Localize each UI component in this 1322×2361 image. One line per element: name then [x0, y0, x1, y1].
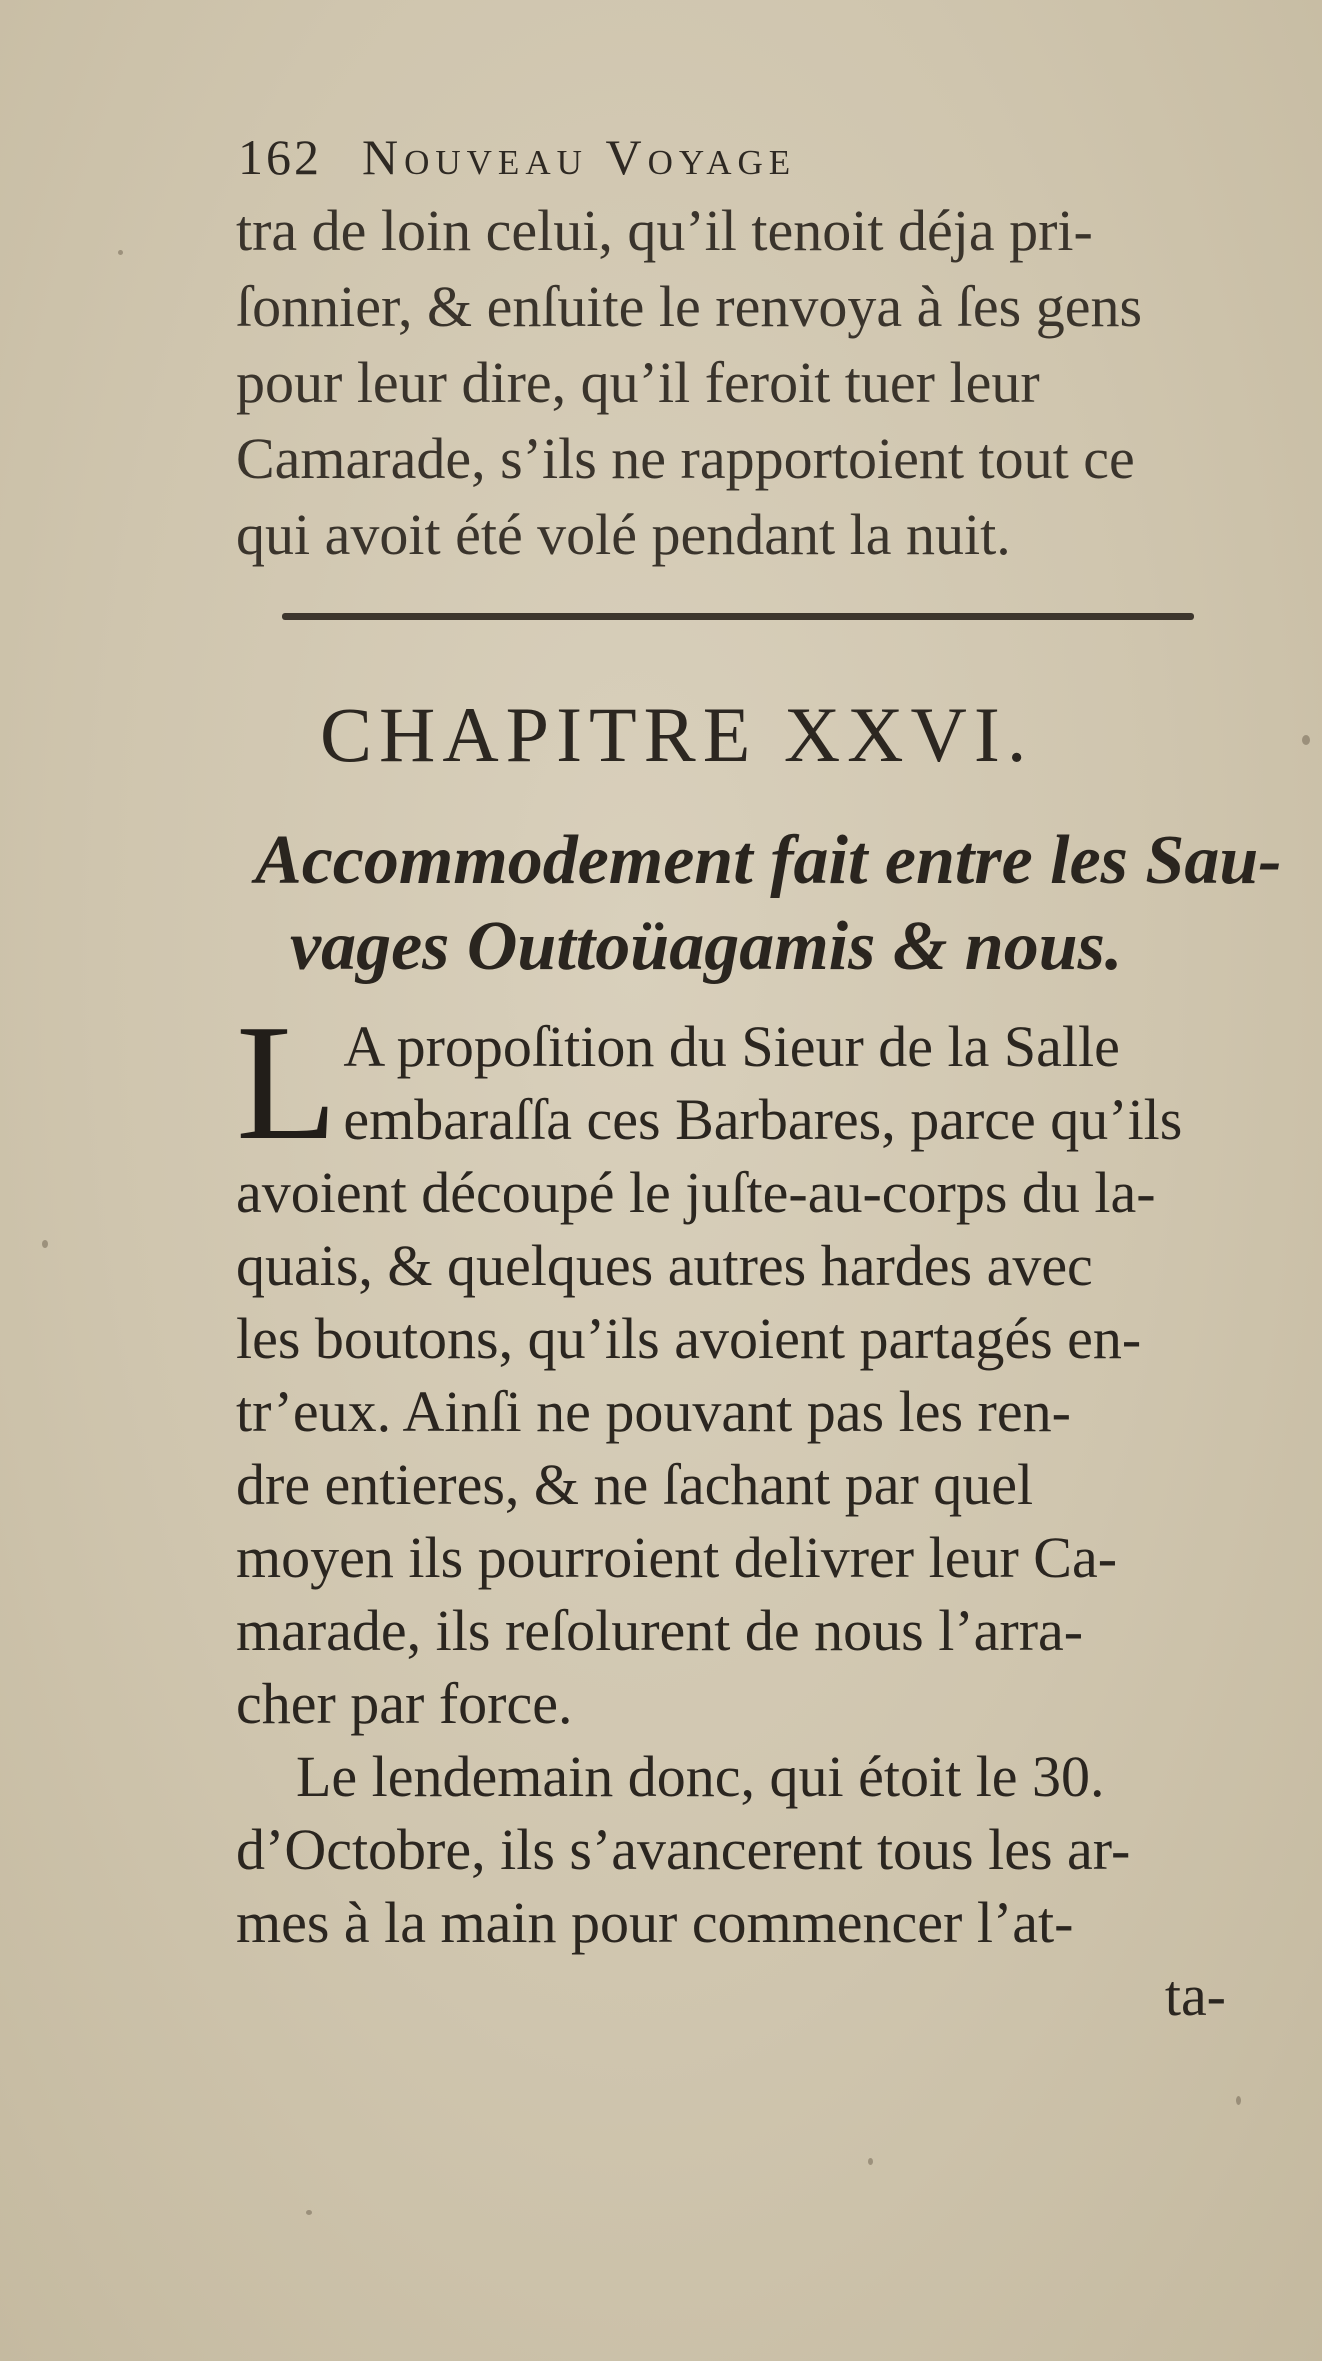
running-title: Nouveau Voyage	[362, 129, 797, 185]
text-line: Camarade, s’ils ne rapportoient tout ce	[236, 426, 1135, 491]
continued-paragraph	[236, 193, 1236, 573]
chapter-body	[236, 990, 1236, 2032]
paper-speck	[42, 1240, 48, 1248]
text-line: les boutons, qu’ils avoient partagés en-	[236, 1306, 1142, 1371]
text-line: pour leur dire, qu’il feroit tuer leur	[236, 350, 1040, 415]
chapter-divider-rule	[282, 613, 1194, 620]
drop-cap: L	[236, 990, 338, 1174]
catchword: ta-	[1164, 1963, 1226, 2028]
running-head	[238, 128, 796, 186]
paper-speck	[118, 250, 123, 255]
text-line: ſonnier, & enſuite le renvoya à ſes gens	[236, 274, 1143, 339]
text-line: cher par force.	[236, 1671, 573, 1736]
subtitle-line: vages Outtoüagamis & nous.	[290, 908, 1123, 985]
text-line: avoient découpé le juſte-au-corps du la-	[236, 1160, 1156, 1225]
chapter-heading: CHAPITRE XXVI.	[320, 691, 1034, 778]
paper-speck	[1236, 2096, 1241, 2105]
paper-speck	[868, 2158, 873, 2165]
text-line: Le lendemain donc, qui étoit le 30.	[296, 1744, 1105, 1809]
paper-speck	[306, 2210, 312, 2215]
text-line: moyen ils pourroient delivrer leur Ca-	[236, 1525, 1118, 1590]
subtitle-line: Accommodement fait entre les Sau-	[255, 822, 1282, 899]
text-line: qui avoit été volé pendant la nuit.	[236, 502, 1011, 567]
text-line: marade, ils reſolurent de nous l’arra-	[236, 1598, 1084, 1663]
text-line: d’Octobre, ils s’avancerent tous les ar-	[236, 1817, 1131, 1882]
text-line: dre entieres, & ne ſachant par quel	[236, 1452, 1034, 1517]
text-line: quais, & quelques autres hardes avec	[236, 1233, 1093, 1298]
text-line: A propoſition du Sieur de la Salle	[343, 1014, 1120, 1079]
text-line: tr’eux. Ainſi ne pouvant pas les ren-	[236, 1379, 1071, 1444]
text-line: embaraſſa ces Barbares, parce qu’ils	[343, 1087, 1183, 1152]
text-line: mes à la main pour commencer l’at-	[236, 1890, 1074, 1955]
page-number: 162	[238, 129, 322, 185]
chapter-subtitle	[255, 818, 1282, 990]
text-line: tra de loin celui, qu’il tenoit déja pri-	[236, 198, 1093, 263]
paper-speck	[1302, 735, 1310, 745]
